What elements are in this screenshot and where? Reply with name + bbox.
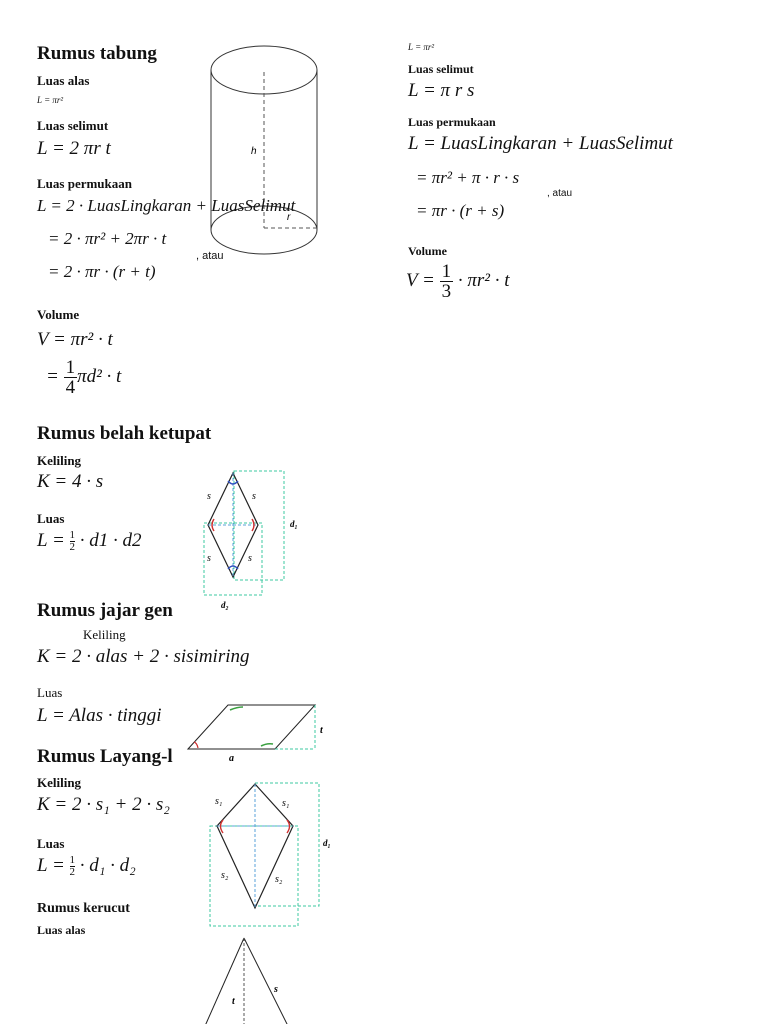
tabung-volume-f2-prefix: =	[46, 365, 59, 387]
kerucut-permukaan-f3: = πr · (r + s)	[416, 201, 505, 220]
kerucut-volume-prefix: V =	[406, 269, 435, 291]
belah-ketupat-keliling-formula: K = 4 · s	[37, 471, 104, 492]
jajar-genjang-keliling-formula: K = 2 · alas + 2 · sisimiring	[37, 646, 250, 667]
luas-prefix: L =	[37, 855, 65, 876]
tabung-permukaan-f2: = 2 · πr² + 2πr · t	[48, 229, 167, 248]
kite-s1-label: s₁	[282, 798, 290, 809]
kerucut-atau: , atau	[547, 188, 573, 199]
rhombus-s-label: s	[207, 553, 211, 564]
kerucut-luas-alas-label: Luas alas	[37, 923, 86, 937]
kerucut-title: Rumus kerucut	[37, 901, 130, 916]
belah-ketupat-title: Rumus belah ketupat	[37, 423, 212, 444]
cylinder-h-label: h	[251, 146, 257, 157]
jajar-genjang-luas-label: Luas	[37, 685, 63, 700]
rhombus-s-label: s	[248, 553, 252, 564]
fraction-denominator: 4	[65, 377, 76, 398]
layang-title: Rumus Layang-l	[37, 746, 173, 767]
kerucut-permukaan-label: Luas permukaan	[408, 115, 496, 129]
rhombus-s-label: s	[207, 491, 211, 502]
kerucut-selimut-formula: L = π r s	[408, 80, 475, 101]
jajar-genjang-title: Rumus jajar gen	[37, 600, 173, 621]
belah-ketupat-luas-label: Luas	[37, 511, 65, 526]
cone-t-label: t	[232, 996, 235, 1007]
tabung-permukaan-f1: L = 2 · LuasLingkaran + LuasSelimut	[37, 196, 296, 215]
fraction-denominator: 2	[69, 866, 76, 879]
jajar-genjang-luas-formula: L = Alas · tinggi	[37, 705, 162, 726]
kerucut-volume-formula	[406, 262, 509, 301]
tabung-permukaan-label: Luas permukaan	[37, 176, 132, 191]
belah-ketupat-luas-formula	[37, 530, 142, 553]
tabung-volume-f2-suffix: πd² · t	[77, 365, 122, 387]
kerucut-permukaan-f1: L = LuasLingkaran + LuasSelimut	[408, 133, 673, 154]
rhombus-d2-label: d₂	[221, 600, 229, 610]
tabung-selimut-formula: L = 2 πr t	[37, 138, 111, 159]
rhombus-s-label: s	[252, 491, 256, 502]
tabung-volume-f1: V = πr² · t	[37, 329, 113, 350]
kerucut-luas-alas-formula: L = πr²	[408, 42, 435, 52]
kite-s2-label: s₂	[275, 874, 283, 885]
fraction-denominator: 2	[69, 541, 76, 554]
cylinder-r-label: r	[287, 212, 291, 223]
kite-diagram	[205, 778, 345, 933]
fraction	[440, 262, 454, 301]
rhombus-d1-label: d₁	[290, 519, 298, 529]
kerucut-volume-suffix: · πr² · t	[457, 269, 510, 291]
kite-d1-label: d₁	[323, 838, 331, 848]
kite-s1-label: s₁	[215, 796, 223, 807]
fraction-denominator: 3	[441, 281, 452, 302]
rhombus-diagram	[198, 465, 308, 615]
tabung-volume-f2	[46, 358, 121, 397]
fraction-numerator: 1	[65, 357, 76, 378]
tabung-luas-alas-label: Luas alas	[37, 73, 90, 88]
cone-s-label: s	[274, 984, 278, 995]
fraction	[70, 855, 76, 878]
tabung-selimut-label: Luas selimut	[37, 118, 109, 133]
kerucut-volume-label: Volume	[408, 244, 447, 258]
tabung-permukaan-f3: = 2 · πr · (r + t)	[48, 262, 156, 281]
parallelogram-diagram	[185, 700, 335, 770]
parallelogram-t-label: t	[320, 725, 323, 736]
layang-luas-label: Luas	[37, 836, 65, 851]
fraction-numerator: 1	[441, 261, 452, 282]
cylinder-diagram	[205, 40, 335, 270]
fraction-numerator: 1	[69, 854, 76, 867]
luas-prefix: L =	[37, 530, 65, 551]
layang-keliling-formula: K = 2 · s₁ + 2 · s₂	[37, 794, 170, 815]
layang-luas-formula	[37, 855, 136, 878]
kerucut-permukaan-f2: = πr² + π · r · s	[416, 168, 520, 187]
belah-ketupat-keliling-label: Keliling	[37, 453, 82, 468]
tabung-luas-alas-formula: L = πr²	[37, 95, 64, 105]
fraction	[64, 358, 78, 397]
kite-s2-label: s₂	[221, 870, 229, 881]
kerucut-selimut-label: Luas selimut	[408, 62, 474, 76]
fraction-numerator: 1	[69, 529, 76, 542]
tabung-atau: , atau	[196, 250, 224, 262]
tabung-volume-label: Volume	[37, 307, 80, 322]
fraction	[70, 530, 76, 553]
tabung-title: Rumus tabung	[37, 43, 157, 64]
luas-suffix: · d₁ · d₂	[79, 855, 136, 876]
parallelogram-a-label: a	[229, 753, 234, 764]
layang-keliling-label: Keliling	[37, 775, 82, 790]
luas-suffix: · d1 · d2	[79, 530, 142, 551]
jajar-genjang-keliling-label: Keliling	[83, 627, 126, 642]
cone-diagram	[200, 936, 300, 1024]
